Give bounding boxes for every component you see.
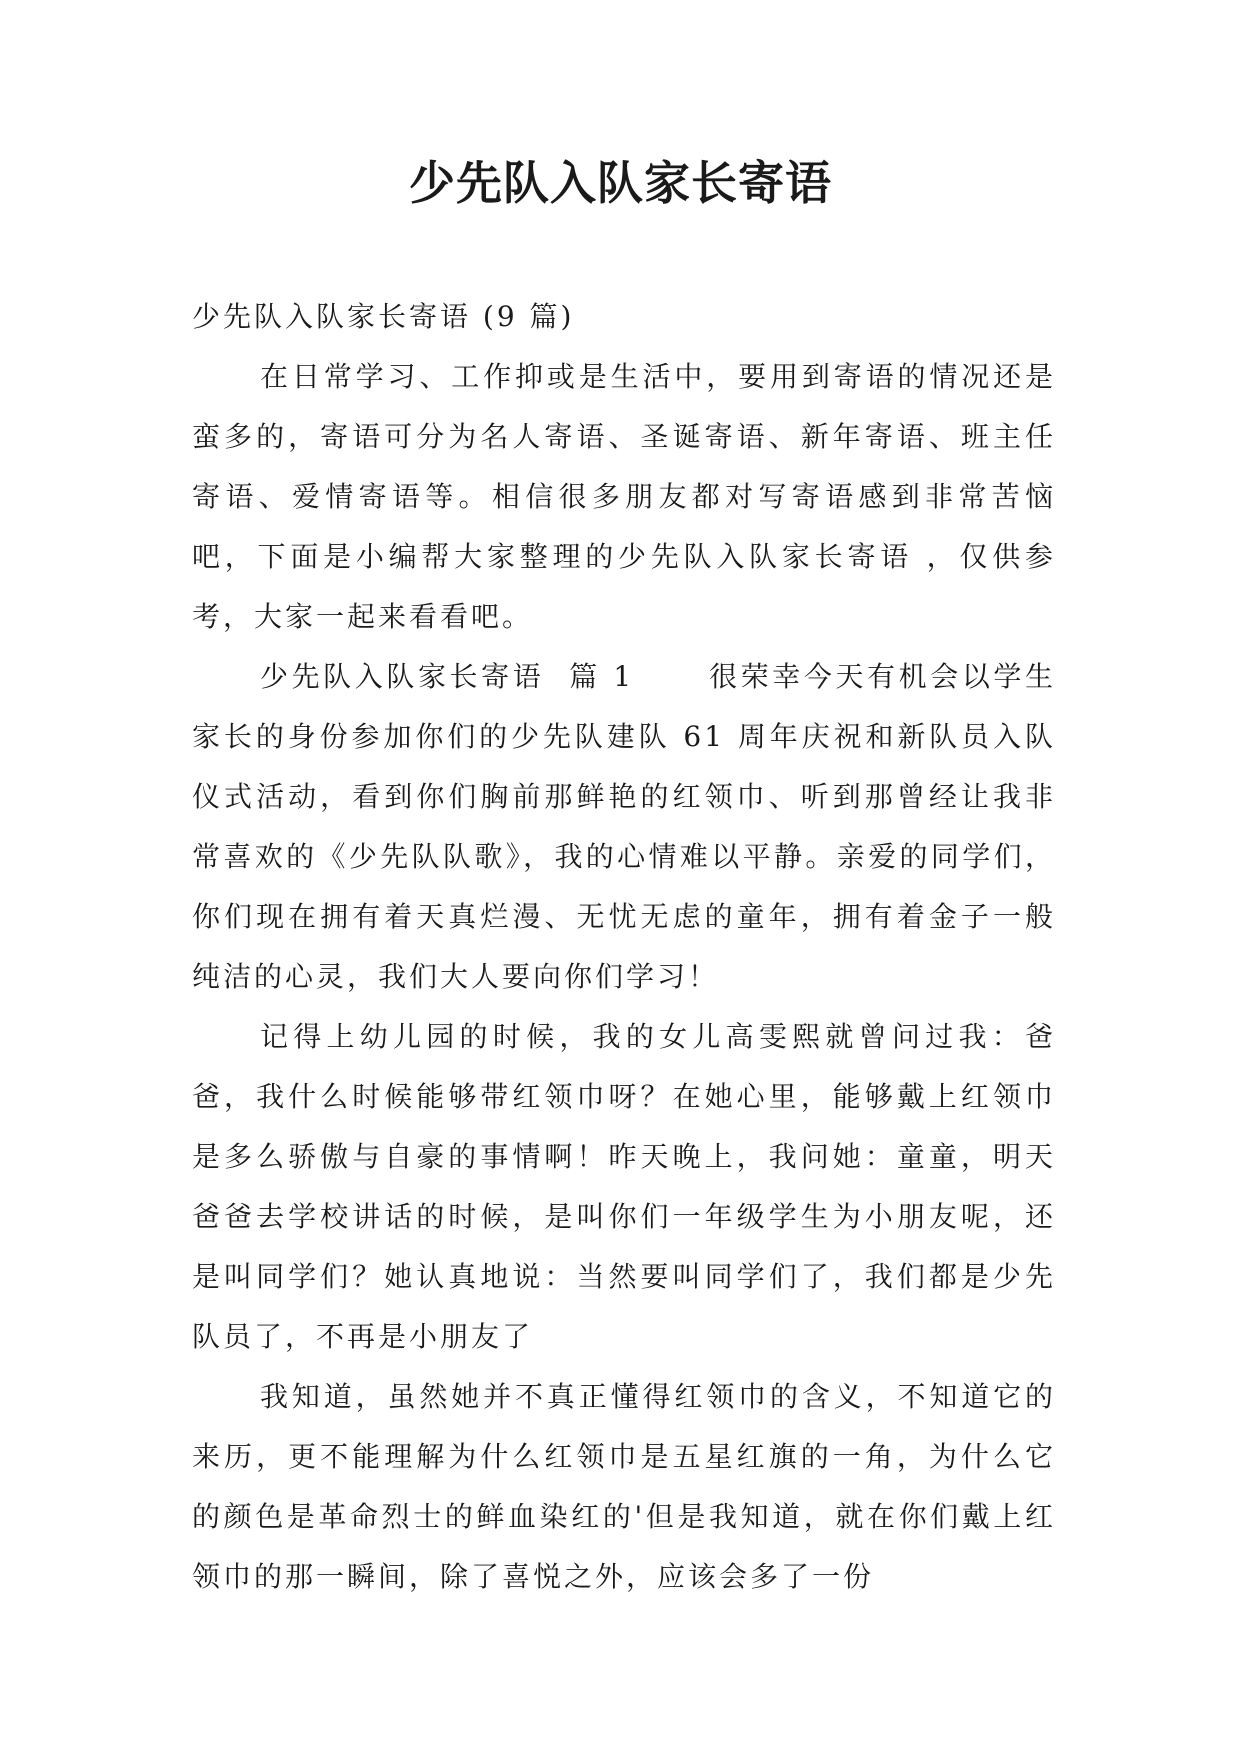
document-body <box>192 287 1056 1607</box>
paragraph-kindergarten-memory: 记得上幼儿园的时候，我的女儿高雯熙就曾问过我：爸爸，我什么时候能够带红领巾呀？在她心里，能够戴上红领巾是多么骄傲与自豪的事情啊！昨天晚上，我问她：童童，明天爸爸去学校讲话的时候，是叫你们一年级学生为小朋友呢，还是叫同学们？她认真地说：当然要叫同学们了，我们都是少先队员了，不再是小朋友了 <box>192 1020 1056 1353</box>
document-title: 少先队入队家长寄语 <box>409 156 832 210</box>
document-subtitle: 少先队入队家长寄语 (9 篇) <box>192 300 575 333</box>
paragraph-red-scarf-meaning: 我知道，虽然她并不真正懂得红领巾的含义，不知道它的来历，更不能理解为什么红领巾是五星红旗的一角，为什么它的颜色是革命烈士的鲜血染红的'但是我知道，就在你们戴上红领巾的那一瞬间，除了喜悦之外，应该会多了一份 <box>192 1380 1056 1593</box>
paragraph-intro: 在日常学习、工作抑或是生活中，要用到寄语的情况还是蛮多的，寄语可分为名人寄语、圣诞寄语、新年寄语、班主任寄语、爱情寄语等。相信很多朋友都对写寄语感到非常苦恼吧，下面是小编帮大家整理的少先队入队家长寄语 ，仅供参考，大家一起来看看吧。 <box>192 360 1056 633</box>
paragraph-part-1: 少先队入队家长寄语 篇 1 很荣幸今天有机会以学生家长的身份参加你们的少先队建队 61 周年庆祝和新队员入队仪式活动，看到你们胸前那鲜艳的红领巾、听到那曾经让我非常喜欢的《少先队队歌》，我的心情难以平静。亲爱的同学们，你们现在拥有着天真烂漫、无忧无虑的童年，拥有着金子一般纯洁的心灵，我们大人要向你们学习！ <box>192 660 1056 993</box>
